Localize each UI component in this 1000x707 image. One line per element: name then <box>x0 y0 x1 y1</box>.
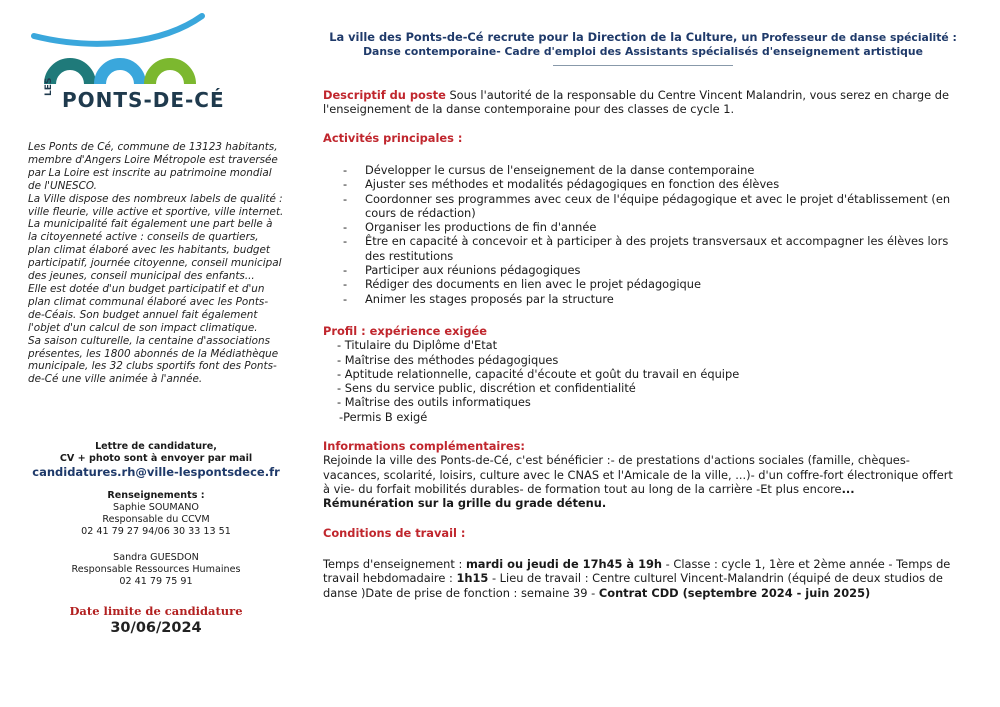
conditions-text: Temps d'enseignement : <box>323 557 466 571</box>
activity-text: Participer aux réunions pédagogiques <box>365 263 581 278</box>
list-item: - Organiser les productions de fin d'année <box>343 220 597 235</box>
list-item: - Participer aux réunions pédagogiques <box>343 263 581 278</box>
list-item: - Animer les stages proposés par la structure <box>343 291 614 306</box>
activity-text: Coordonner ses programmes avec ceux de l'équipe pédagogique et avec le projet d'établissement (en cours de rédaction) <box>365 191 951 220</box>
deadline-date: 30/06/2024 <box>110 620 202 636</box>
list-item: - Maîtrise des outils informatiques <box>337 395 531 410</box>
intro-paragraph: Les Ponts de Cé, commune de 13123 habitants, membre d'Angers Loire Métropole est traversée par La Loire est inscrite au patrimoine mondial de l'UNESCO. <box>28 141 278 192</box>
conditions-contract: Contrat CDD (septembre 2024 - juin 2025) <box>598 585 871 600</box>
complementary-body: Rejoinde la ville des Ponts-de-Cé, c'est bénéficier :- de prestations d'actions sociales (famille, chèques-vacances, scolarité, loisirs, culture avec le CNAS et l'Amicale de la ville, ...)- d'un coffre-fort électronique offert à vie- du forfait mobilités durables- de formation tout au long de la carrière -Et plus encore <box>323 453 953 496</box>
conditions-section <box>323 557 963 600</box>
job-header <box>323 30 963 66</box>
activities-heading <box>323 131 963 145</box>
list-item: - Titulaire du Diplôme d'Etat <box>337 338 498 353</box>
info-heading: Renseignements : <box>107 490 205 501</box>
list-item: - Maîtrise des méthodes pédagogiques <box>337 352 559 367</box>
intro-paragraph: Elle est dotée d'un budget participatif et d'un plan climat communal élaboré avec les Ponts-de-Céais. Son budget annuel fait également l'objet d'un calcul de son impact climatique. <box>28 282 269 334</box>
activity-text: Être en capacité à concevoir et à participer à des projets transversaux et accompagner les élèves lors des restitutions <box>365 234 949 263</box>
list-item: - Rédiger des documents en lien avec le projet pédagogique <box>343 277 701 292</box>
intro-paragraph: La municipalité fait également une part belle à la citoyenneté active : conseils de quartiers, plan climat élaboré avec les habitants, budget participatif, journée citoyenne, conseil municipal des jeunes, conseil municipal des enfants... <box>28 218 282 283</box>
profile-section <box>323 324 963 424</box>
contact-phone: 02 41 79 75 91 <box>119 576 193 587</box>
complementary-title: Informations complémentaires: <box>323 439 525 453</box>
application-line: CV + photo sont à envoyer par mail <box>59 453 253 464</box>
info-contacts <box>28 490 284 588</box>
profile-title: Profil : expérience exigée <box>323 324 487 338</box>
list-item: - Être en capacité à concevoir et à participer à des projets transversaux et accompagner les élèves lors des restitutions <box>343 234 949 263</box>
complementary-ellipsis: ... <box>841 481 855 496</box>
intro-paragraph: Sa saison culturelle, la centaine d'associations présentes, les 1800 abonnés de la Médiathèque municipale, les 32 clubs sportifs font des Ponts-de-Cé une ville animée à l'année. <box>28 334 279 386</box>
profile-list <box>323 338 963 424</box>
logo-side-text: LES <box>44 77 54 96</box>
list-item: - Sens du service public, discrétion et confidentialité <box>337 381 636 396</box>
activity-text: Organiser les productions de fin d'année <box>365 220 597 235</box>
job-title-line2: Danse contemporaine- Cadre d'emploi des Assistants spécialisés d'enseignement artistique <box>363 45 923 58</box>
header-divider <box>553 65 733 66</box>
job-title-part2: Professeur de danse spécialité : <box>761 31 957 44</box>
list-item: -Permis B exigé <box>339 409 428 424</box>
city-logo <box>30 10 230 120</box>
city-presentation <box>28 141 284 386</box>
list-item: - Coordonner ses programmes avec ceux de l'équipe pédagogique et avec le projet d'établissement (en cours de rédaction) <box>343 191 951 220</box>
activity-text: Développer le cursus de l'enseignement de la danse contemporaine <box>365 163 755 177</box>
conditions-hours: 1h15 <box>456 571 489 586</box>
contact-name: Sandra GUESDON <box>113 552 199 563</box>
description-section <box>323 88 963 117</box>
job-title-part1: La ville des Ponts-de-Cé recrute pour la Direction de la Culture, un <box>329 30 758 44</box>
list-item: - Aptitude relationnelle, capacité d'écoute et goût du travail en équipe <box>337 366 740 381</box>
contact-role: Responsable du CCVM <box>102 514 210 525</box>
activity-text: Ajuster ses méthodes et modalités pédagogiques en fonction des élèves <box>365 177 780 192</box>
activities-list <box>323 163 963 306</box>
intro-paragraph: La Ville dispose des nombreux labels de qualité : ville fleurie, ville active et sportive, ville internet. <box>28 192 284 218</box>
logo-arcs-icon <box>30 10 230 90</box>
conditions-text: - Classe : cycle 1, 1ère et 2ème année - Temps de travail hebdomadaire : <box>323 557 951 586</box>
application-block <box>28 441 284 479</box>
conditions-heading <box>323 526 963 540</box>
deadline-label: Date limite de candidature <box>69 604 243 618</box>
logo-main-text: PONTS-DE-CÉ <box>62 88 225 112</box>
complementary-section <box>323 439 963 510</box>
salary-line: Rémunération sur la grille du grade détenu. <box>323 496 607 511</box>
description-label: Descriptif du poste <box>323 88 446 102</box>
contact-phone: 02 41 79 27 94/06 30 33 13 51 <box>81 526 231 537</box>
left-column <box>28 10 284 120</box>
application-email-link[interactable]: candidatures.rh@ville-lespontsdece.fr <box>32 465 280 479</box>
conditions-title: Conditions de travail : <box>323 526 466 540</box>
description-text: Sous l'autorité de la responsable du Centre Vincent Malandrin, vous serez en charge de l'enseignement de la danse contemporaine pour des classes de cycle 1. <box>323 88 950 117</box>
activity-text: Rédiger des documents en lien avec le projet pédagogique <box>365 277 701 292</box>
activity-text: Animer les stages proposés par la structure <box>365 291 614 306</box>
conditions-text: - Lieu de travail : Centre culturel Vincent-Malandrin (équipé de deux studios de danse )Date de prise de fonction : semaine 39 - <box>323 571 943 600</box>
deadline-block <box>28 604 284 636</box>
application-line: Lettre de candidature, <box>95 441 217 452</box>
complementary-text <box>323 453 963 496</box>
list-item: - Développer le cursus de l'enseignement de la danse contemporaine <box>343 163 755 177</box>
contact-role: Responsable Ressources Humaines <box>71 564 241 575</box>
contact-name: Saphie SOUMANO <box>113 502 199 513</box>
activities-section <box>323 163 963 306</box>
list-item: - Ajuster ses méthodes et modalités pédagogiques en fonction des élèves <box>343 177 780 192</box>
activities-title: Activités principales : <box>323 131 463 145</box>
conditions-schedule: mardi ou jeudi de 17h45 à 19h <box>465 557 663 571</box>
job-title <box>323 30 963 59</box>
